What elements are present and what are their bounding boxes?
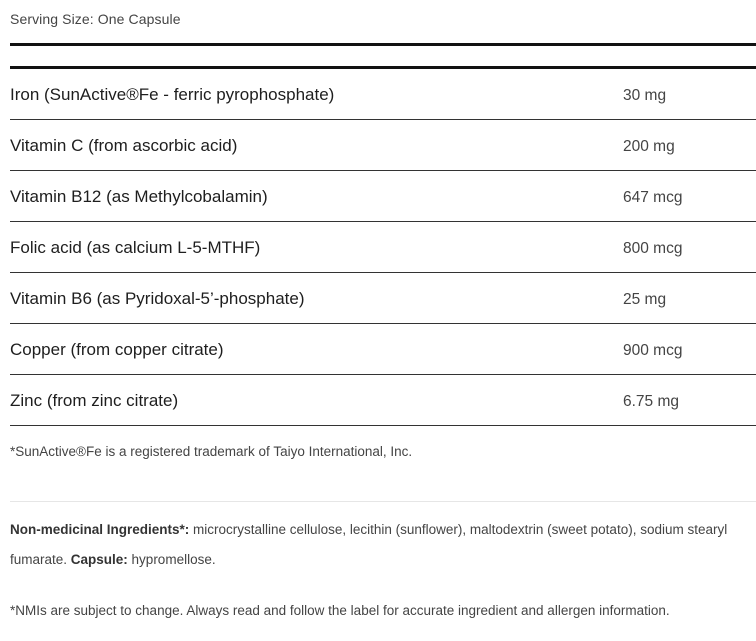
nutrient-name: Iron (SunActive®Fe - ferric pyrophosphate) <box>10 85 335 104</box>
nonmedicinal-text: microcrystalline cellulose, lecithin (sunflower), maltodextrin (sweet potato), sodium stearyl fumarate. <box>10 522 728 567</box>
table-row <box>10 69 756 120</box>
nutrient-amount: 6.75 mg <box>623 393 680 410</box>
header-rule-top <box>10 43 756 46</box>
nutrient-amount: 200 mg <box>623 138 675 155</box>
table-row <box>10 222 756 273</box>
nonmedicinal-label: Non-medicinal Ingredients*: <box>10 522 190 537</box>
trademark-footnote: *SunActive®Fe is a registered trademark of Taiyo International, Inc. <box>10 444 413 459</box>
nutrient-name: Folic acid (as calcium L-5-MTHF) <box>10 238 261 257</box>
nutrient-amount: 647 mcg <box>623 189 683 206</box>
serving-size: Serving Size: One Capsule <box>10 11 181 27</box>
nutrient-name: Vitamin B12 (as Methylcobalamin) <box>10 187 268 206</box>
nutrient-name: Vitamin C (from ascorbic acid) <box>10 136 238 155</box>
section-divider <box>10 501 756 502</box>
ingredients-paragraph <box>10 515 750 575</box>
nutrient-amount: 30 mg <box>623 87 667 104</box>
nutrient-name: Copper (from copper citrate) <box>10 340 224 359</box>
capsule-text: hypromellose. <box>127 552 216 567</box>
nutrient-amount: 800 mcg <box>623 240 683 257</box>
nutrient-amount: 25 mg <box>623 291 667 308</box>
table-row <box>10 273 756 324</box>
table-row <box>10 375 756 426</box>
nmi-disclaimer: *NMIs are subject to change. Always read and follow the label for accurate ingredient and allergen information. <box>10 603 670 618</box>
nutrient-name: Vitamin B6 (as Pyridoxal-5’-phosphate) <box>10 289 305 308</box>
capsule-label: Capsule: <box>70 552 128 567</box>
table-row <box>10 171 756 222</box>
table-row <box>10 324 756 375</box>
nutrient-amount: 900 mcg <box>623 342 683 359</box>
nutrient-table <box>10 69 756 426</box>
nutrient-name: Zinc (from zinc citrate) <box>10 391 179 410</box>
table-row <box>10 120 756 171</box>
